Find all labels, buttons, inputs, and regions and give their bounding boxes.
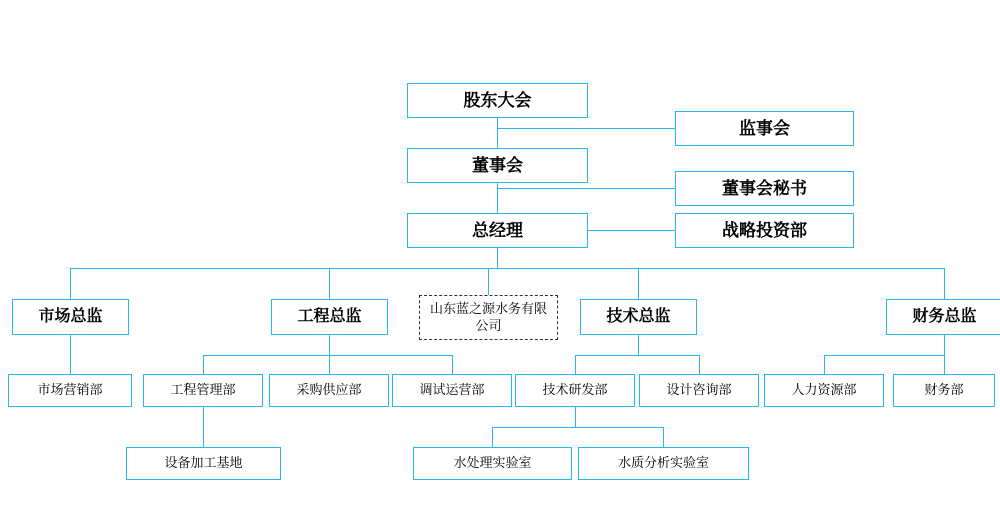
node-commissioning-dept[interactable]: 调试运营部	[392, 374, 512, 407]
node-technology-director[interactable]: 技术总监	[580, 299, 697, 335]
node-engineering-mgmt-dept[interactable]: 工程管理部	[143, 374, 263, 407]
node-company[interactable]: 山东蓝之源水务有限公司	[419, 295, 558, 340]
connector-engineering-commissioning	[452, 355, 453, 374]
node-finance-director[interactable]: 财务总监	[886, 299, 1000, 335]
connector-engineering-down	[329, 335, 330, 355]
connector-rd-bus	[492, 427, 663, 428]
node-shareholders[interactable]: 股东大会	[407, 83, 588, 118]
connector-finance-hr	[824, 355, 825, 374]
node-strategic-investment[interactable]: 战略投资部	[675, 213, 854, 248]
node-equipment-base[interactable]: 设备加工基地	[126, 447, 281, 480]
node-water-treatment-lab[interactable]: 水处理实验室	[413, 447, 572, 480]
node-general-manager[interactable]: 总经理	[407, 213, 588, 248]
node-procurement-dept[interactable]: 采购供应部	[269, 374, 389, 407]
connector-bus-market	[70, 268, 71, 299]
node-board-secretary[interactable]: 董事会秘书	[675, 171, 854, 206]
connector-shareholders-board	[497, 117, 498, 149]
connector-technology-bus	[575, 355, 699, 356]
connector-bus-company	[488, 268, 489, 295]
connector-bus-technology	[638, 268, 639, 299]
connector-technology-rd	[575, 355, 576, 374]
connector-engineering-bus	[203, 355, 452, 356]
node-engineering-director[interactable]: 工程总监	[271, 299, 388, 335]
connector-engineering-mgmt	[203, 355, 204, 374]
node-market-director[interactable]: 市场总监	[12, 299, 129, 335]
node-board[interactable]: 董事会	[407, 148, 588, 183]
connector-gm-strategic	[588, 230, 675, 231]
connector-shareholders-supervisors	[497, 128, 675, 129]
connector-bus-engineering	[329, 268, 330, 299]
connector-board-secretary	[497, 188, 675, 189]
connector-gm-down	[497, 247, 498, 268]
connector-rd-watertreatment	[492, 427, 493, 447]
connector-finance-down	[944, 335, 945, 355]
connector-rd-waterquality	[663, 427, 664, 447]
connector-board-generalmanager	[497, 182, 498, 214]
node-hr-dept[interactable]: 人力资源部	[764, 374, 884, 407]
connector-technology-design	[699, 355, 700, 374]
node-marketing-dept[interactable]: 市场营销部	[8, 374, 132, 407]
connector-market-marketing	[70, 335, 71, 374]
connector-finance-financedept	[944, 355, 945, 374]
node-supervisors[interactable]: 监事会	[675, 111, 854, 146]
node-finance-dept[interactable]: 财务部	[893, 374, 995, 407]
connector-main-bus	[70, 268, 945, 269]
connector-bus-finance	[944, 268, 945, 299]
connector-engmgmt-equipment	[203, 407, 204, 447]
connector-technology-down	[638, 335, 639, 355]
node-water-quality-lab[interactable]: 水质分析实验室	[578, 447, 749, 480]
connector-rd-down	[575, 407, 576, 427]
connector-finance-bus	[824, 355, 944, 356]
connector-engineering-procurement	[329, 355, 330, 374]
node-rd-dept[interactable]: 技术研发部	[515, 374, 635, 407]
node-design-consulting-dept[interactable]: 设计咨询部	[639, 374, 759, 407]
